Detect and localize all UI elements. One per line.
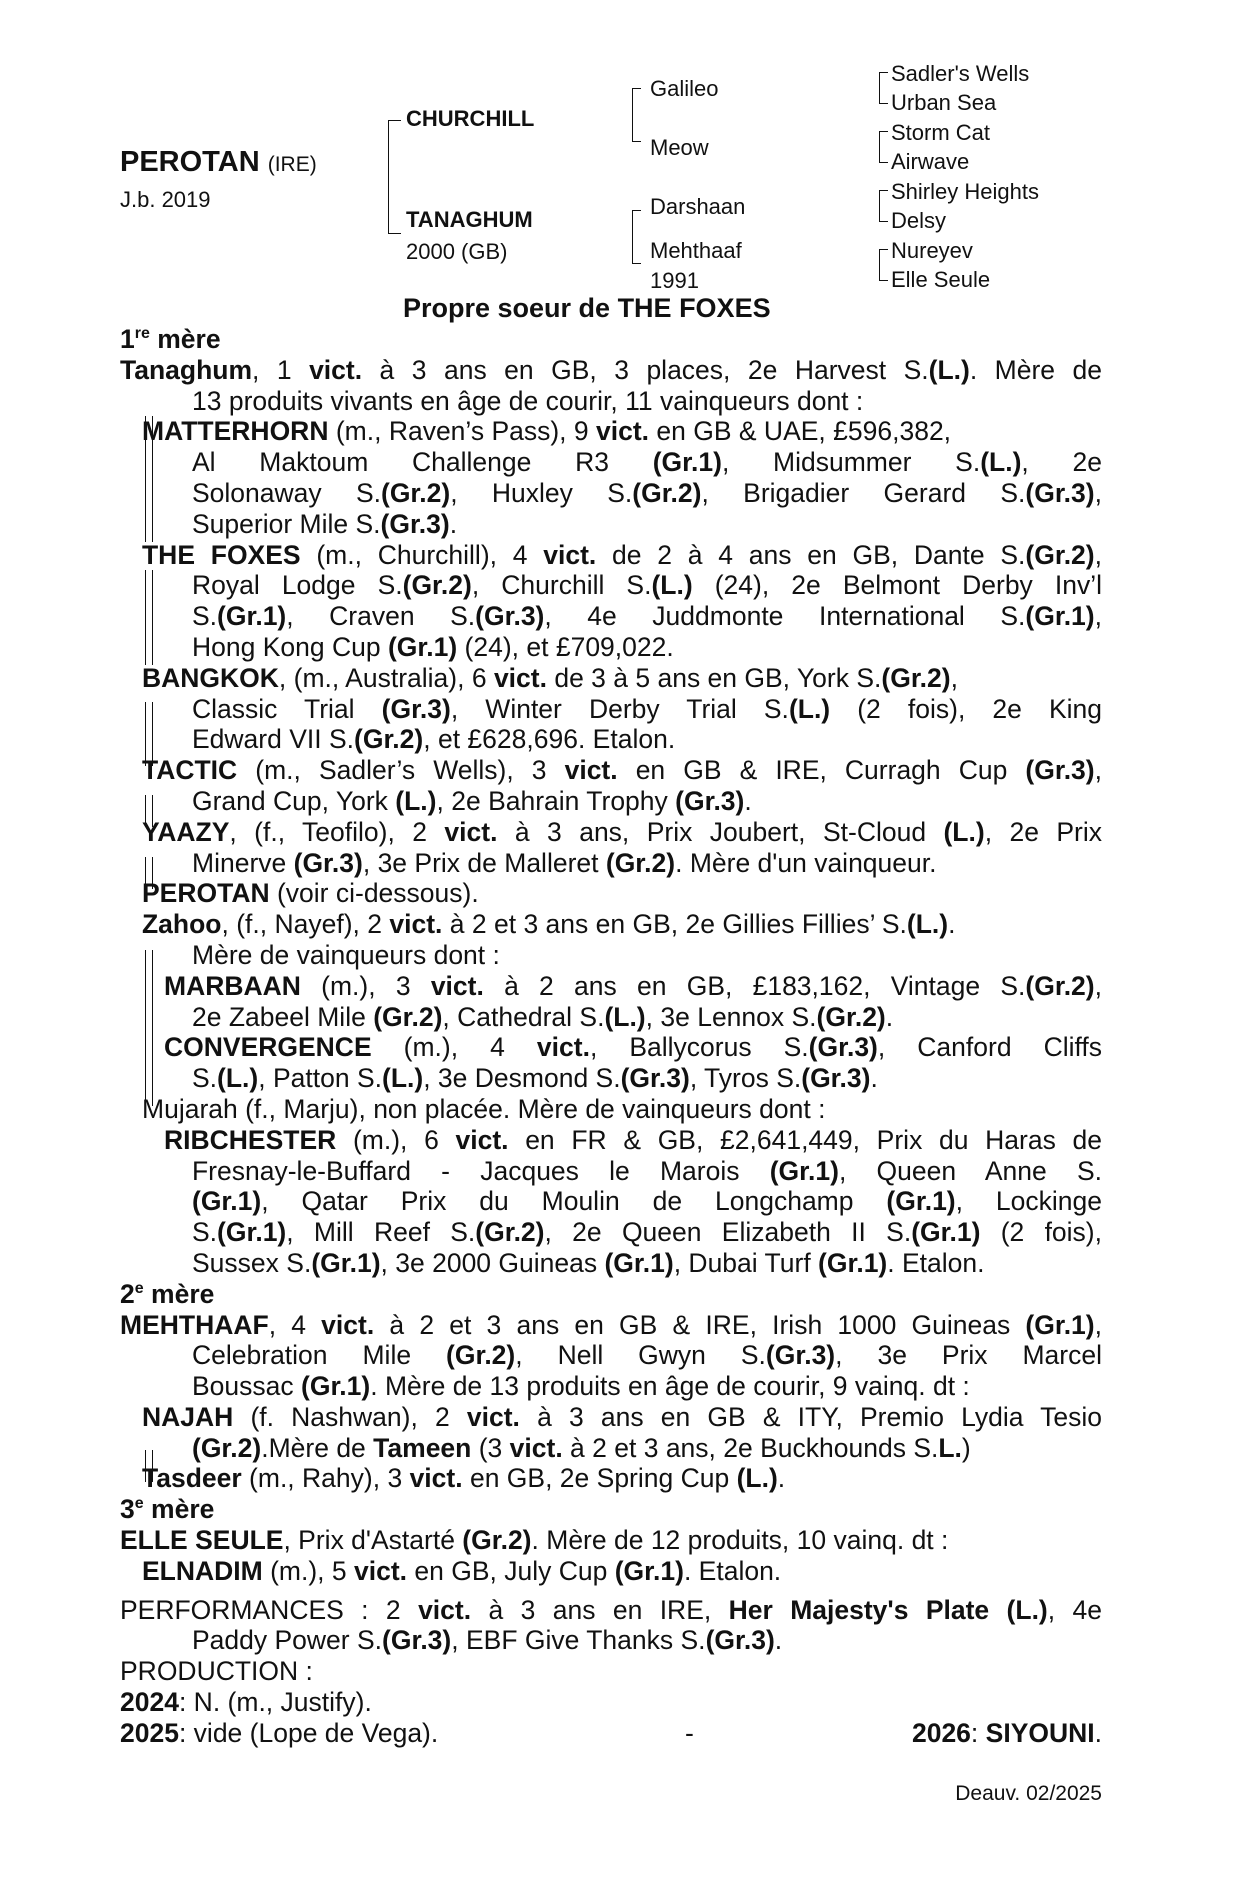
text-line: Boussac (Gr.1). Mère de 13 produits en âge de courir, 9 vainq. dt : (192, 1371, 970, 1402)
headline: Propre soeur de THE FOXES (403, 293, 771, 323)
pedigree-gen3-3: Storm Cat (891, 120, 991, 145)
pedigree-gen3-4: Airwave (891, 149, 970, 174)
text-line: ELNADIM (m.), 5 vict. en GB, July Cup (Gr.1). Etalon. (142, 1555, 782, 1586)
text-line: 2025: vide (Lope de Vega). - 2026: SIYOUNI. (120, 1717, 1102, 1748)
pedigree-gen3-2: Urban Sea (891, 90, 997, 115)
text-line: Classic Trial (Gr.3), Winter Derby Trial S.(L.) (2 fois), 2e King (192, 693, 1102, 724)
text-line: MARBAAN (m.), 3 vict. à 2 ans en GB, £183,162, Vintage S.(Gr.2), (164, 970, 1102, 1001)
text-line: Zahoo, (f., Nayef), 2 vict. à 2 et 3 ans en GB, 2e Gillies Fillies’ S.(L.). (142, 909, 956, 940)
text-line: Edward VII S.(Gr.2), et £628,696. Etalon. (192, 724, 676, 755)
text-line: Solonaway S.(Gr.2), Huxley S.(Gr.2), Brigadier Gerard S.(Gr.3), (192, 477, 1102, 508)
text-line: YAAZY, (f., Teofilo), 2 vict. à 3 ans, Prix Joubert, St-Cloud (L.), 2e Prix (142, 816, 1103, 847)
text-line: Minerve (Gr.3), 3e Prix de Malleret (Gr.2). Mère d'un vainqueur. (192, 847, 937, 878)
text-line: Superior Mile S.(Gr.3). (192, 508, 458, 539)
pedigree-notes (120, 324, 1102, 1749)
text-line: 2024: N. (m., Justify). (120, 1687, 372, 1718)
text-line: Celebration Mile (Gr.2), Nell Gwyn S.(Gr.3), 3e Prix Marcel (192, 1340, 1102, 1371)
text-line: MEHTHAAF, 4 vict. à 2 et 3 ans en GB & IRE, Irish 1000 Guineas (Gr.1), (120, 1309, 1102, 1340)
pedigree-dam-dam-year: 1991 (650, 268, 699, 293)
text-line: RIBCHESTER (m.), 6 vict. en FR & GB, £2,641,449, Prix du Haras de (164, 1124, 1102, 1155)
text-line: Paddy Power S.(Gr.3), EBF Give Thanks S.(Gr.3). (192, 1625, 783, 1656)
text-line: BANGKOK, (m., Australia), 6 vict. de 3 à 5 ans en GB, York S.(Gr.2), (142, 662, 958, 693)
horse-name: PEROTAN (IRE) (120, 146, 317, 178)
text-line: PERFORMANCES : 2 vict. à 3 ans en IRE, Her Majesty's Plate (L.), 4e (120, 1594, 1102, 1625)
text-line: Tanaghum, 1 vict. à 3 ans en GB, 3 places, 2e Harvest S.(L.). Mère de (120, 354, 1102, 385)
text-line: Hong Kong Cup (Gr.1) (24), et £709,022. (192, 631, 674, 662)
text-line: CONVERGENCE (m.), 4 vict., Ballycorus S.(Gr.3), Canford Cliffs (164, 1032, 1103, 1063)
text-line: Grand Cup, York (L.), 2e Bahrain Trophy (Gr.3). (192, 785, 752, 816)
pedigree-dam-sire: Darshaan (650, 194, 746, 219)
text-line: S.(Gr.1), Craven S.(Gr.3), 4e Juddmonte International S.(Gr.1), (192, 601, 1102, 632)
text-line: (Gr.2).Mère de Tameen (3 vict. à 2 et 3 ans, 2e Buckhounds S.L.) (192, 1432, 971, 1463)
text-line: NAJAH (f. Nashwan), 2 vict. à 3 ans en GB & ITY, Premio Lydia Tesio (142, 1401, 1102, 1432)
text-line: Mujarah (f., Marju), non placée. Mère de vainqueurs dont : (142, 1093, 826, 1124)
text-line: Mère de vainqueurs dont : (192, 939, 500, 970)
text-line: PEROTAN (voir ci-dessous). (142, 878, 479, 909)
text-line: PRODUCTION : (120, 1656, 313, 1687)
horse-info: J.b. 2019 (120, 187, 211, 212)
horse-origin: (IRE) (267, 153, 317, 176)
text-line: ELLE SEULE, Prix d'Astarté (Gr.2). Mère de 12 produits, 10 vainq. dt : (120, 1525, 949, 1556)
text-line: S.(L.), Patton S.(L.), 3e Desmond S.(Gr.3), Tyros S.(Gr.3). (192, 1063, 878, 1094)
pedigree-gen3-1: Sadler's Wells (891, 61, 1030, 86)
text-line: TACTIC (m., Sadler’s Wells), 3 vict. en GB & IRE, Curragh Cup (Gr.3), (142, 755, 1102, 786)
text-line: Sussex S.(Gr.1), 3e 2000 Guineas (Gr.1), Dubai Turf (Gr.1). Etalon. (192, 1247, 985, 1278)
pedigree-dam-dam: Mehthaaf (650, 238, 742, 263)
pedigree-gen3-6: Delsy (891, 208, 947, 233)
pedigree-gen3-7: Nureyev (891, 238, 973, 263)
footer-date: Deauv. 02/2025 (955, 1782, 1102, 1805)
pedigree-sire-sire: Galileo (650, 76, 719, 101)
text-line: Al Maktoum Challenge R3 (Gr.1), Midsummer S.(L.), 2e (192, 447, 1102, 478)
pedigree-sire-dam: Meow (650, 135, 709, 160)
text-line: Royal Lodge S.(Gr.2), Churchill S.(L.) (24), 2e Belmont Derby Inv’l (192, 570, 1102, 601)
pedigree-gen3-5: Shirley Heights (891, 179, 1039, 204)
section-second-dam: 2e mère (120, 1278, 215, 1309)
pedigree-dam-info: 2000 (GB) (406, 239, 508, 264)
text-line: S.(Gr.1), Mill Reef S.(Gr.2), 2e Queen Elizabeth II S.(Gr.1) (2 fois), (192, 1217, 1102, 1248)
section-third-dam: 3e mère (120, 1494, 215, 1525)
text-line: (Gr.1), Qatar Prix du Moulin de Longchamp (Gr.1), Lockinge (192, 1186, 1102, 1217)
section-first-dam: 1re mère (120, 324, 221, 354)
text-line: MATTERHORN (m., Raven’s Pass), 9 vict. en GB & UAE, £596,382, (142, 416, 952, 447)
text-line: THE FOXES (m., Churchill), 4 vict. de 2 à 4 ans en GB, Dante S.(Gr.2), (142, 539, 1102, 570)
text-line: Fresnay-le-Buffard - Jacques le Marois (Gr.1), Queen Anne S. (192, 1155, 1102, 1186)
pedigree-gen3-8: Elle Seule (891, 267, 991, 292)
text-line: Tasdeer (m., Rahy), 3 vict. en GB, 2e Spring Cup (L.). (142, 1463, 786, 1494)
pedigree-dam: TANAGHUM (406, 207, 533, 232)
text-line: 13 produits vivants en âge de courir, 11 vainqueurs dont : (192, 385, 864, 416)
pedigree-sire: CHURCHILL (406, 106, 535, 131)
text-line: 2e Zabeel Mile (Gr.2), Cathedral S.(L.), 3e Lennox S.(Gr.2). (192, 1001, 894, 1032)
